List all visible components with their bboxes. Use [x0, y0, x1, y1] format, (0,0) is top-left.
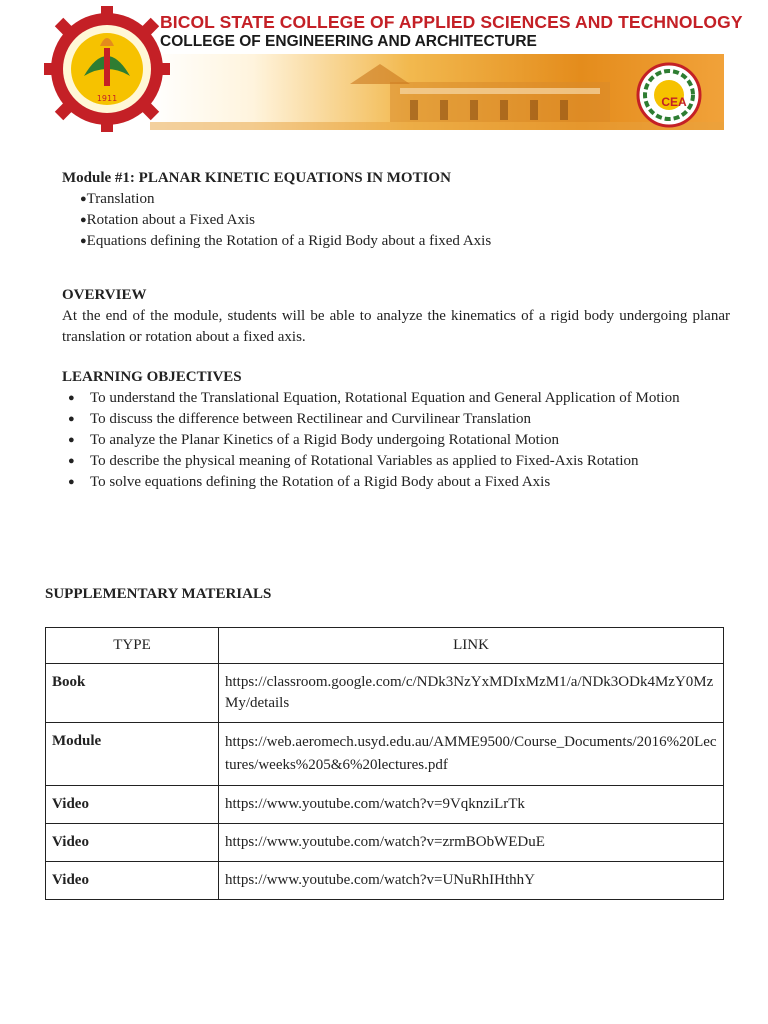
material-type: Video [46, 786, 219, 824]
material-type: Module [46, 723, 219, 786]
objective-item: ● To discuss the difference between Rectilinear and Curvilinear Translation [62, 409, 730, 430]
objective-item: ● To analyze the Planar Kinetics of a Rigid Body undergoing Rotational Motion [62, 430, 730, 451]
column-header-link: LINK [219, 628, 724, 664]
material-link[interactable]: https://www.youtube.com/watch?v=9VqknziLrTk [219, 786, 724, 824]
material-link[interactable]: https://www.youtube.com/watch?v=zrmBObWEDuE [219, 824, 724, 862]
objective-item: ● To solve equations defining the Rotation of a Rigid Body about a Fixed Axis [62, 472, 730, 493]
table-row [46, 723, 724, 786]
column-header-type: TYPE [46, 628, 219, 664]
topic-item: ● Rotation about a Fixed Axis [80, 210, 730, 231]
table-header-row [46, 628, 724, 664]
module-content [62, 168, 730, 493]
department-name: COLLEGE OF ENGINEERING AND ARCHITECTURE [160, 33, 537, 50]
objectives-heading: LEARNING OBJECTIVES [62, 369, 242, 385]
material-type: Video [46, 824, 219, 862]
svg-text:1911: 1911 [96, 94, 118, 103]
material-type: Video [46, 862, 219, 900]
cea-logo [636, 62, 702, 128]
module-topics [62, 189, 730, 252]
topic-item: ● Translation [80, 189, 730, 210]
objective-item: ● To describe the physical meaning of Rotational Variables as applied to Fixed-Axis Rotation [62, 451, 730, 472]
table-row [46, 862, 724, 900]
material-link[interactable]: https://www.youtube.com/watch?v=UNuRhIHthhY [219, 862, 724, 900]
table-row [46, 824, 724, 862]
document-header [0, 0, 768, 140]
supplementary-table [45, 627, 724, 900]
table-row [46, 664, 724, 723]
material-link[interactable]: https://classroom.google.com/c/NDk3NzYxMDIxMzM1/a/NDk3ODk4MzY0MzMy/details [219, 664, 724, 723]
overview-text: At the end of the module, students will be able to analyze the kinematics of a rigid body undergoing planar translation or rotation about a fixed axis. [62, 308, 730, 345]
college-name: BICOL STATE COLLEGE OF APPLIED SCIENCES AND TECHNOLOGY [160, 12, 743, 32]
svg-text:CEA: CEA [661, 95, 687, 109]
objectives-list [62, 388, 730, 493]
topic-item: ● Equations defining the Rotation of a Rigid Body about a fixed Axis [80, 231, 730, 252]
bscast-seal-logo [44, 6, 170, 132]
table-row [46, 786, 724, 824]
objective-item: ● To understand the Translational Equation, Rotational Equation and General Application of Motion [62, 388, 730, 409]
module-title: Module #1: PLANAR KINETIC EQUATIONS IN MOTION [62, 170, 451, 186]
material-type: Book [46, 664, 219, 723]
supplementary-heading: SUPPLEMENTARY MATERIALS [45, 586, 272, 602]
overview-heading: OVERVIEW [62, 287, 147, 303]
material-link[interactable]: https://web.aeromech.usyd.edu.au/AMME9500/Course_Documents/2016%20Lectures/weeks%205&6%20lectures.pdf [219, 723, 724, 786]
